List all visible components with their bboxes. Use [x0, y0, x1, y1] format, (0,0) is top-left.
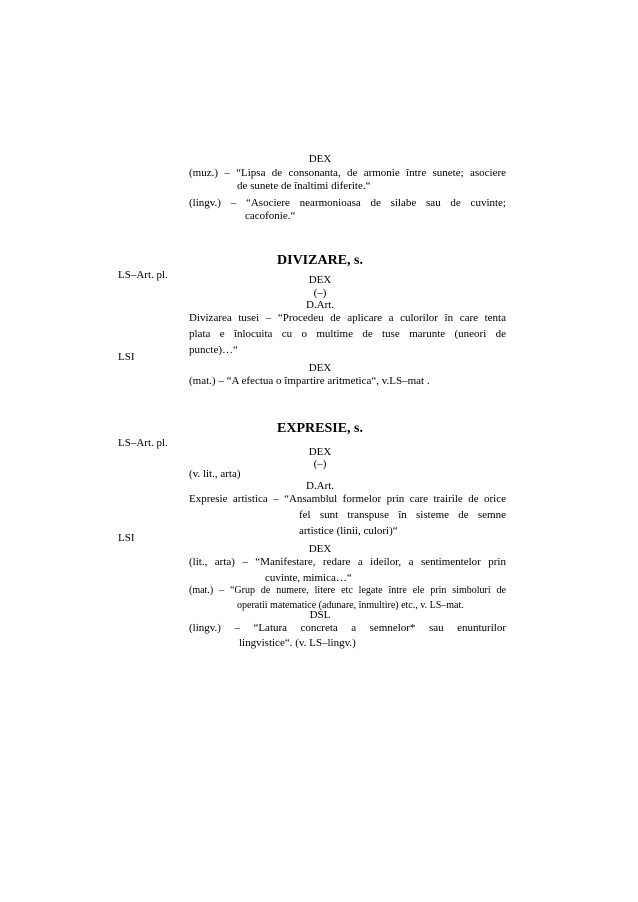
entry-title-divizare: DIVIZARE, s. [277, 253, 363, 268]
definition-line: cacofonie.“ [245, 210, 296, 222]
label-lsi: LSI [118, 532, 135, 544]
definition-line: (lingv.) – “Latura concreta a semnelor* sau enunturilor [189, 622, 506, 634]
definition-lit-arta [189, 556, 506, 585]
source-dex: DEX [308, 362, 332, 374]
label-lsi: LSI [118, 351, 135, 363]
definition-line: fel sunt transpuse în sisteme de semne [299, 509, 506, 521]
definition-line: operatii matematice (adunare, înmultire) etc., v. LS–mat. [237, 600, 464, 611]
definition-line: cuvinte, mimica…“ [265, 572, 352, 584]
entry-title-expresie: EXPRESIE, s. [277, 421, 363, 436]
label-ls-art: LS–Art. pl. [118, 269, 168, 281]
definition-line: artistice (linii, culori)“ [299, 525, 398, 537]
source-dart: D.Art. [305, 299, 335, 311]
source-dex: DEX [308, 274, 332, 286]
source-dex: DEX [308, 543, 332, 555]
definition-line: (muz.) – “Lipsa de consonanta, de armonie între sunete; asociere [189, 167, 506, 179]
dash-mark: (–) [313, 287, 327, 299]
definition-line: (lingv.) – “Asociere nearmonioasa de silabe sau de cuvinte; [189, 197, 506, 209]
definition-line: (mat.) – “Grup de numere, litere etc legate între ele prin simboluri de [189, 585, 506, 596]
definition-muz [189, 167, 506, 193]
definition-mat [189, 584, 506, 612]
definition-line: puncte)…“ [189, 344, 238, 356]
source-dsl: DSL [309, 609, 331, 621]
definition-mat: (mat.) – “A efectua o împartire aritmetica“, v.LS–mat . [189, 375, 430, 387]
dash-mark: (–) [313, 458, 327, 470]
label-ls-art: LS–Art. pl. [118, 437, 168, 449]
definition-line: plata e înlocuita cu o multime de tuse marunte (uneori de [189, 328, 506, 340]
definition-line: lingvistice“. (v. LS–lingv.) [239, 637, 356, 649]
definition-lingv [189, 622, 506, 650]
definition-line: Divizarea tusei – “Procedeu de aplicare a culorilor în care tenta [189, 312, 506, 324]
definition-expresie-artistica [189, 493, 506, 538]
source-dex: DEX [308, 153, 332, 165]
cross-ref-lit-arta: (v. lit., arta) [189, 468, 241, 480]
definition-divizare [189, 312, 506, 357]
source-dart: D.Art. [305, 480, 335, 492]
definition-line: Expresie artistica – “Ansamblul formelor prin care trairile de orice [189, 493, 506, 505]
definition-lingv [189, 197, 506, 223]
source-dex: DEX [308, 446, 332, 458]
definition-line: de sunete de înaltimi diferite.“ [237, 180, 371, 192]
definition-line: (lit., arta) – “Manifestare, redare a ideilor, a sentimentelor prin [189, 556, 506, 568]
